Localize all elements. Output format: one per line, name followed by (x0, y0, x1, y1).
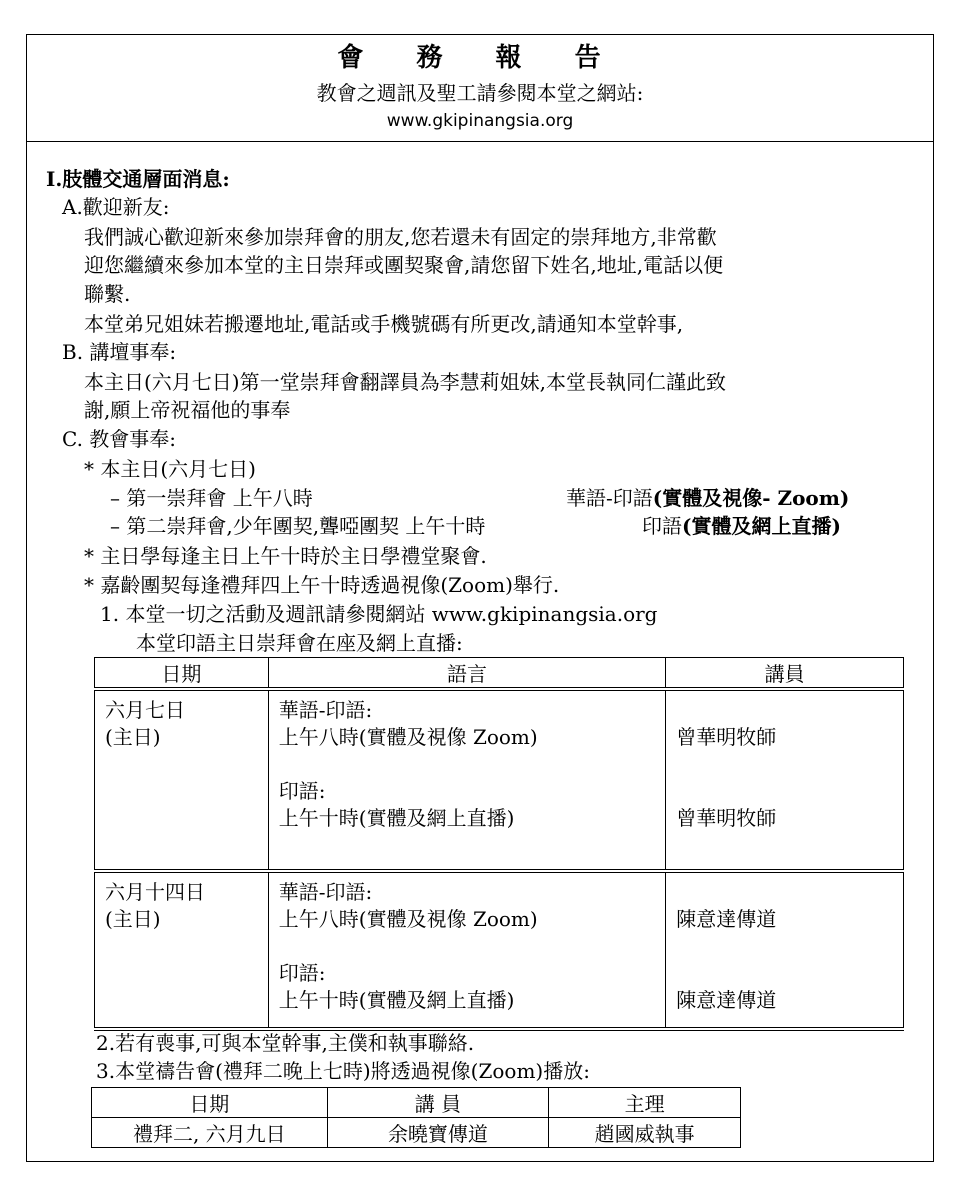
schedule-table (94, 657, 904, 1031)
header (27, 35, 933, 142)
welcome-line-3: 聯繫. (84, 282, 131, 306)
page-title: 會 務 報 告 (337, 43, 623, 73)
table-row (95, 689, 904, 871)
item-1-line-1: 1. 本堂一切之活動及週訊請參閱網站 www.gkipinangsia.org (100, 602, 658, 626)
language-cell (268, 871, 666, 1029)
service-2-language: 印語(實體及網上直播) (642, 514, 841, 538)
pulpit-line-2: 謝,願上帝祝福他的事奉 (84, 398, 291, 422)
elder-fellowship-note: * 嘉齡團契每逢禮拜四上午十時透過視像(Zoom)舉行. (84, 573, 560, 597)
prayer-header-host: 主理 (549, 1088, 741, 1118)
date-text: 六月七日 (105, 698, 185, 722)
sunday-note: * 本主日(六月七日) (84, 457, 256, 481)
table-row (92, 1118, 741, 1148)
welcome-line-2: 迎您繼續來參加本堂的主日崇拜或團契聚會,請您留下姓名,地址,電話以便 (84, 253, 724, 277)
welcome-label: A.歡迎新友: (62, 195, 170, 219)
header-date: 日期 (95, 658, 269, 690)
pulpit-line-1: 本主日(六月七日)第一堂崇拜會翻譯員為李慧莉姐妹,本堂長執同仁謹此致 (84, 370, 726, 394)
item-3: 3.本堂禱告會(禮拜二晚上七時)將透過視像(Zoom)播放: (96, 1059, 590, 1083)
prayer-header-speaker: 講 員 (327, 1088, 549, 1118)
prayer-header-row (92, 1088, 741, 1118)
sunday-school-note: * 主日學每逢主日上午十時於主日學禮堂聚會. (84, 544, 487, 568)
time-2: 上午十時(實體及網上直播) (278, 988, 515, 1012)
speaker-cell (666, 871, 904, 1029)
prayer-speaker: 余曉寶傳道 (327, 1118, 549, 1148)
speaker-2: 陳意達傳道 (676, 988, 777, 1012)
website-url[interactable]: www.gkipinangsia.org (386, 111, 574, 131)
subtitle: 教會之週訊及聖工請參閱本堂之網站: (316, 81, 644, 105)
prayer-table (91, 1087, 741, 1148)
speaker-1: 陳意達傳道 (676, 907, 777, 931)
date-cell (95, 871, 269, 1029)
speaker-cell (666, 689, 904, 871)
language-2: 印語: (278, 961, 326, 985)
header-language: 語言 (268, 658, 666, 690)
section-heading: I.肢體交通層面消息: (46, 167, 230, 191)
service-1-name: – 第一崇拜會 上午八時 (110, 486, 313, 510)
language-cell (268, 689, 666, 871)
language-1: 華語-印語: (278, 880, 373, 904)
header-speaker: 講員 (666, 658, 904, 690)
day-text: (主日) (105, 725, 161, 749)
speaker-2: 曾華明牧師 (676, 806, 777, 830)
church-service-label: C. 教會事奉: (62, 427, 177, 451)
time-2: 上午十時(實體及網上直播) (278, 806, 515, 830)
service-1-language: 華語-印語(實體及視像- Zoom) (566, 486, 850, 510)
item-1-line-2: 本堂印語主日崇拜會在座及網上直播: (136, 631, 463, 655)
prayer-host: 趙國威執事 (549, 1118, 741, 1148)
item-2: 2.若有喪事,可與本堂幹事,主僕和執事聯絡. (96, 1031, 475, 1055)
pulpit-label: B. 講壇事奉: (62, 340, 177, 364)
date-cell (95, 689, 269, 871)
date-text: 六月十四日 (105, 880, 205, 904)
service-2-name: – 第二崇拜會,少年團契,聾啞團契 上午十時 (110, 514, 486, 538)
table-row (95, 871, 904, 1029)
time-1: 上午八時(實體及視像 Zoom) (278, 907, 538, 931)
prayer-date: 禮拜二, 六月九日 (92, 1118, 328, 1148)
time-1: 上午八時(實體及視像 Zoom) (278, 725, 538, 749)
schedule-header-row (95, 658, 904, 690)
language-1: 華語-印語: (278, 698, 373, 722)
day-text: (主日) (105, 907, 161, 931)
speaker-1: 曾華明牧師 (676, 725, 777, 749)
language-2: 印語: (278, 779, 326, 803)
welcome-line-4: 本堂弟兄姐妹若搬遷地址,電話或手機號碼有所更改,請通知本堂幹事, (84, 312, 684, 336)
prayer-header-date: 日期 (92, 1088, 328, 1118)
welcome-line-1: 我們誠心歡迎新來參加崇拜會的朋友,您若還未有固定的崇拜地方,非常歡 (84, 225, 717, 249)
